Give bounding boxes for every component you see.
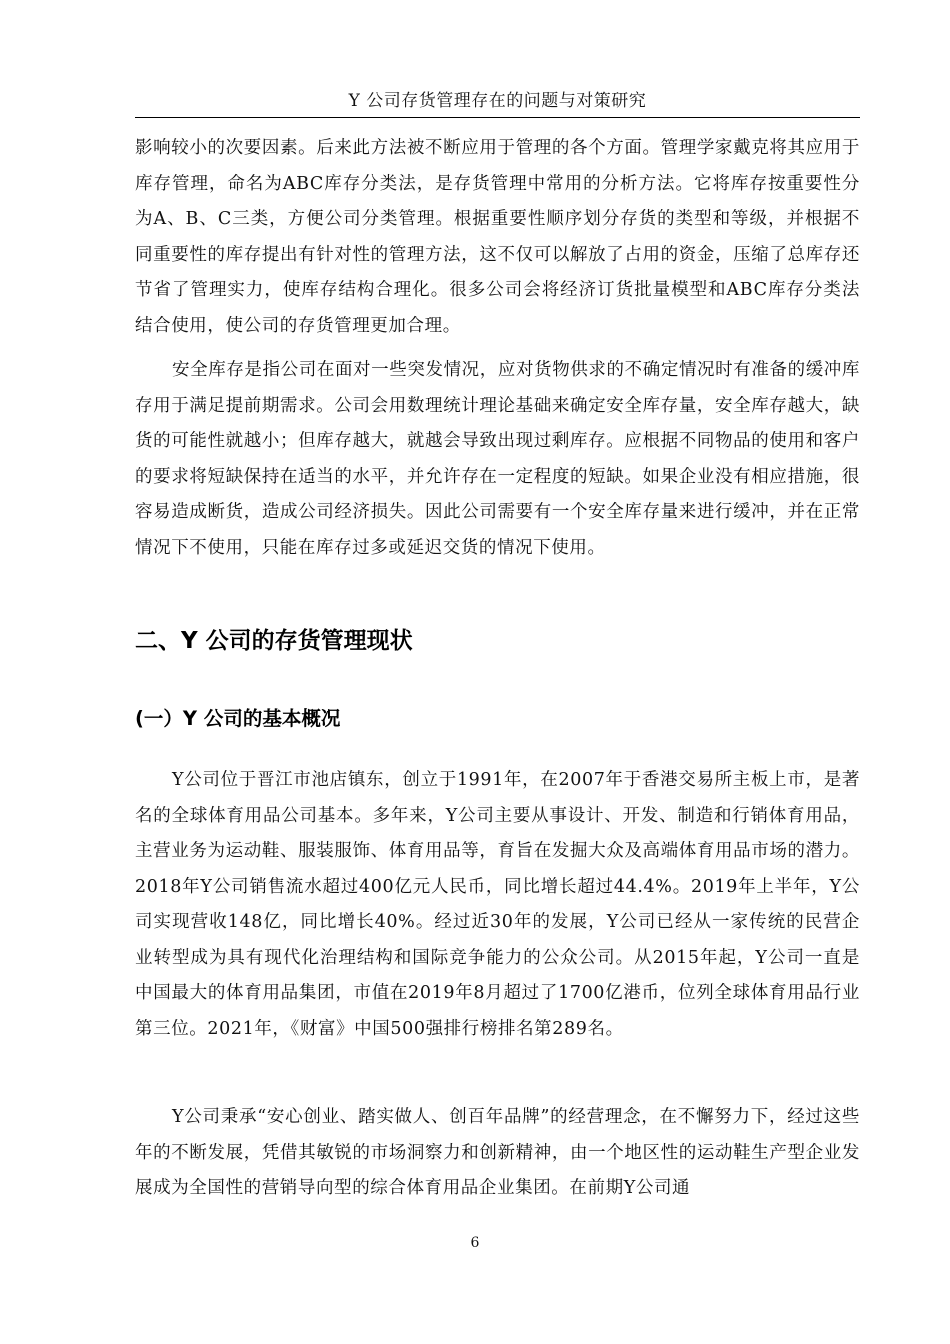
header-divider <box>135 117 860 118</box>
body-paragraph-4: Y公司秉承“安心创业、踏实做人、创百年品牌”的经营理念，在不懈努力下，经过这些年的不断发展，凭借其敏锐的市场洞察力和创新精神，由一个地区性的运动鞋生产型企业发展成为全国性的营销导向型的综合体育用品企业集团。在前期Y公司通 <box>135 1107 860 1198</box>
page-header-title: Y 公司存货管理存在的问题与对策研究 <box>348 91 647 111</box>
body-paragraph-2: 安全库存是指公司在面对一些突发情况，应对货物供求的不确定情况时有准备的缓冲库存用于满足提前期需求。公司会用数理统计理论基础来确定安全库存量，安全库存越大，缺货的可能性就越小；但库存越大，就越会导致出现过剩库存。应根据不同物品的使用和客户的要求将短缺保持在适当的水平，并允许存在一定程度的短缺。如果企业没有相应措施，很容易造成断货，造成公司经济损失。因此公司需要有一个安全库存量来进行缓冲，并在正常情况下不使用，只能在库存过多或延迟交货的情况下使用。 <box>135 360 860 558</box>
body-paragraph-1: 影响较小的次要因素。后来此方法被不断应用于管理的各个方面。管理学家戴克将其应用于库存管理，命名为ABC库存分类法，是存货管理中常用的分析方法。它将库存按重要性分为A、B、C三类，方便公司分类管理。根据重要性顺序划分存货的类型和等级，并根据不同重要性的库存提出有针对性的管理方法，这不仅可以解放了占用的资金，压缩了总库存还节省了管理实力，使库存结构合理化。很多公司会将经济订货批量模型和ABC库存分类法结合使用，使公司的存货管理更加合理。 <box>135 138 860 336</box>
subsection-heading: (一）Y 公司的基本概况 <box>135 707 341 730</box>
body-paragraph-3: Y公司位于晋江市池店镇东，创立于1991年，在2007年于香港交易所主板上市，是著名的全球体育用品公司基本。多年来，Y公司主要从事设计、开发、制造和行销体育用品，主营业务为运动鞋、服装服饰、体育用品等，育旨在发掘大众及高端体育用品市场的潜力。2018年Y公司销售流水超过400亿元人民币，同比增长超过44.4%。2019年上半年，Y公司实现营收148亿，同比增长40%。经过近30年的发展，Y公司已经从一家传统的民营企业转型成为具有现代化治理结构和国际竞争能力的公众公司。从2015年起，Y公司一直是中国最大的体育用品集团，市值在2019年8月超过了1700亿港币，位列全球体育用品行业第三位。2021年，《财富》中国500强排行榜排名第289名。 <box>135 770 860 1039</box>
section-heading: 二、Y 公司的存货管理现状 <box>135 628 413 654</box>
page-number: 6 <box>470 1235 480 1251</box>
